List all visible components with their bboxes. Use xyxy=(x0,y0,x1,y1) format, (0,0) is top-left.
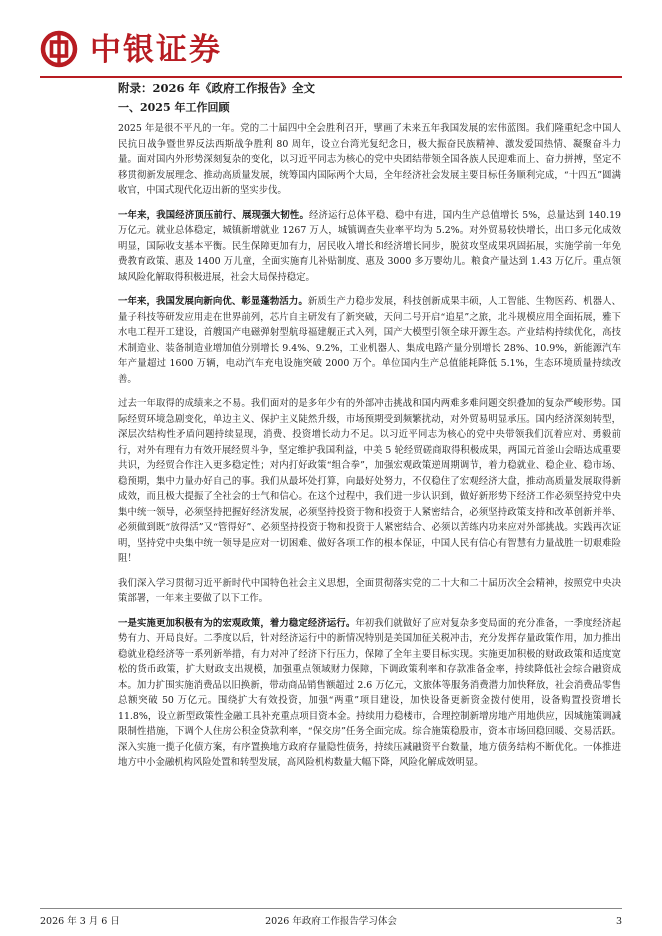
bank-of-china-logo-icon xyxy=(40,30,78,68)
footer-date: 2026 年 3 月 6 日 xyxy=(40,916,120,927)
paragraph-lead: 一年来，我国发展向新向优、彰显蓬勃活力。 xyxy=(118,296,308,307)
paragraph-lead: 一年来，我国经济顶压前行、展现强大韧性。 xyxy=(118,209,309,221)
header-divider xyxy=(40,76,622,78)
report-body xyxy=(118,121,621,780)
footer-divider xyxy=(40,908,622,909)
paragraph-3: 一年来，我国发展向新向优、彰显蓬勃活力。新质生产力稳步发展，科技创新成果丰硕，人工智能、生物医药、机器人、量子科技等研发应用走在世界前列，芯片自主研发有了新突破，天问二号开启“追星”之旅，北斗规模应用全面拓展，雅下水电工程开工建设，首艘国产电磁弹射型航母福建舰正式入列，国产大模型引领全球开源生态。产业结构持续优化，高技术制造业、装备制造业增加值分别增长 9.4%、9.2%，工业机器人、集成电路产量分别增长 28%、10.9%，新能源汽车年产量超过 1600 万辆，电动汽车充电设施突破 2000 万个。单位国内生产总值能耗降低 5.1%，生态环境质量持续改善。 xyxy=(118,296,621,385)
footer-title: 2026 年政府工作报告学习体会 xyxy=(265,916,397,927)
paragraph-5: 我们深入学习贯彻习近平新时代中国特色社会主义思想，全面贯彻落实党的二十大和二十届历次全会精神，按照党中央决策部署，一年来主要做了以下工作。 xyxy=(118,577,621,604)
page-header xyxy=(40,30,622,80)
paragraph-4: 过去一年取得的成绩来之不易。我们面对的是多年少有的外部冲击挑战和国内两难多难问题交织叠加的复杂严峻形势。国际经贸环境急剧变化，单边主义、保护主义陡然升级，市场预期受到频繁扰动，对外贸易明显承压。国内经济深刻转型，深层次结构性矛盾问题持续显现，消费、投资增长动力不足。以习近平同志为核心的党中央带领我们沉着应对、勇毅前行，对外有理有力有效开展经贸斗争，坚定维护我国利益，中美 5 轮经贸磋商取得积极成果，两国元首釜山会晤达成重要共识，为经贸合作注入更多稳定性；对内打好政策“组合拳”，加强宏观政策逆周期调节，着力稳就业、稳企业、稳市场、稳预期，集中力量办好自己的事。我们从最坏处打算，向最好处努力，不仅稳住了宏观经济大盘，推动高质量发展取得新成效，而且极大提振了全社会的士气和信心。在这个过程中，我们进一步认识到，做好新形势下经济工作必须坚持党中央集中统一领导，必须坚持把握好经济发展，必须坚持投资于物和投资于人紧密结合，必须坚持政策支持和改革创新并举、必须做到既“放得活”又“管得好”、必须坚持投资于物和投资于人紧密结合、必须以苦练内功来应对外部挑战。实践再次证明，坚持党中央集中统一领导是应对一切困难、做好各项工作的根本保证，中国人民有信心有智慧有力量战胜一切艰难险阻！ xyxy=(118,398,621,564)
page-footer xyxy=(40,915,622,929)
paragraph-lead: 一是实施更加积极有为的宏观政策，着力稳定经济运行。 xyxy=(118,617,356,629)
page-number: 3 xyxy=(615,916,622,927)
section-title: 附录：2026 年《政府工作报告》全文 xyxy=(118,81,316,95)
brand-name: 中银证券 xyxy=(90,32,222,68)
paragraph-2: 一年来，我国经济顶压前行、展现强大韧性。经济运行总体平稳、稳中有进，国内生产总值增长 5%，总量达到 140.19 万亿元。就业总体稳定，城镇新增就业 1267 万人，城镇调查失业率平均为 5.2%。对外贸易较快增长，出口多元化成效明显，国际收支基本平衡。民生保障更加有力，居民收入增长和经济增长同步，脱贫攻坚成果巩固拓展，实施学前一年免费教育政策、惠及 1400 万儿童，全面实施育儿补贴制度、惠及 3000 多万婴幼儿。粮食产量达到 1.43 万亿斤。重点领域风险化解取得积极进展，社会大局保持稳定。 xyxy=(118,209,621,283)
subsection-title: 一、2025 年工作回顾 xyxy=(118,101,230,114)
paragraph-6: 一是实施更加积极有为的宏观政策，着力稳定经济运行。年初我们就做好了应对复杂多变局面的充分准备，一季度经济起势有力、开局良好。二季度以后，针对经济运行中的新情况特别是美国加征关税冲击，充分发挥存量政策作用，加力推出稳就业稳经济等一系列新举措，有力对冲了经济下行压力，保障了全年主要目标实现。实施更加积极的财政政策和适度宽松的货币政策，扩大财政支出规模，加强重点领域财力保障，下调政策利率和存款准备金率，持续降低社会综合融资成本。加力扩围实施消费品以旧换新，带动商品销售额超过 2.6 万亿元，文旅体等服务消费潜力加快释放，社会消费品零售总额突破 50 万亿元。围绕扩大有效投资，加强“两重”项目建设，加快设备更新资金拨付使用，设备购置投资增长 11.8%，设立新型政策性金融工具补充重点项目资本金。持续用力稳楼市，合理控制新增房地产用地供应，因城施策调减限制性措施，下调个人住房公积金贷款利率，“保交房”任务全面完成。综合施策稳股市，资本市场回稳回暖、交易活跃。深入实施一揽子化债方案，有序置换地方政府存量隐性债务，持续压减融资平台数量，地方债务结构不断优化。一体推进地方中小金融机构风险处置和转型发展，高风险机构数量大幅下降，风险化解成效明显。 xyxy=(118,617,621,768)
paragraph-1: 2025 年是很不平凡的一年。党的二十届四中全会胜利召开，擘画了未来五年我国发展的宏伟蓝图。我们隆重纪念中国人民抗日战争暨世界反法西斯战争胜利 80 周年，设立台湾光复纪念日，极大振奋民族精神、激发爱国热情、凝聚奋斗力量。面对国内外形势深刻复杂的变化，以习近平同志为核心的党中央团结带领全国各族人民迎难而上、奋力拼搏，坚定不移贯彻新发展理念、推动高质量发展，统筹国内国际两个大局，全年经济社会发展主要目标任务顺利完成，“十四五”圆满收官，中国式现代化迈出新的坚实步伐。 xyxy=(118,123,621,196)
